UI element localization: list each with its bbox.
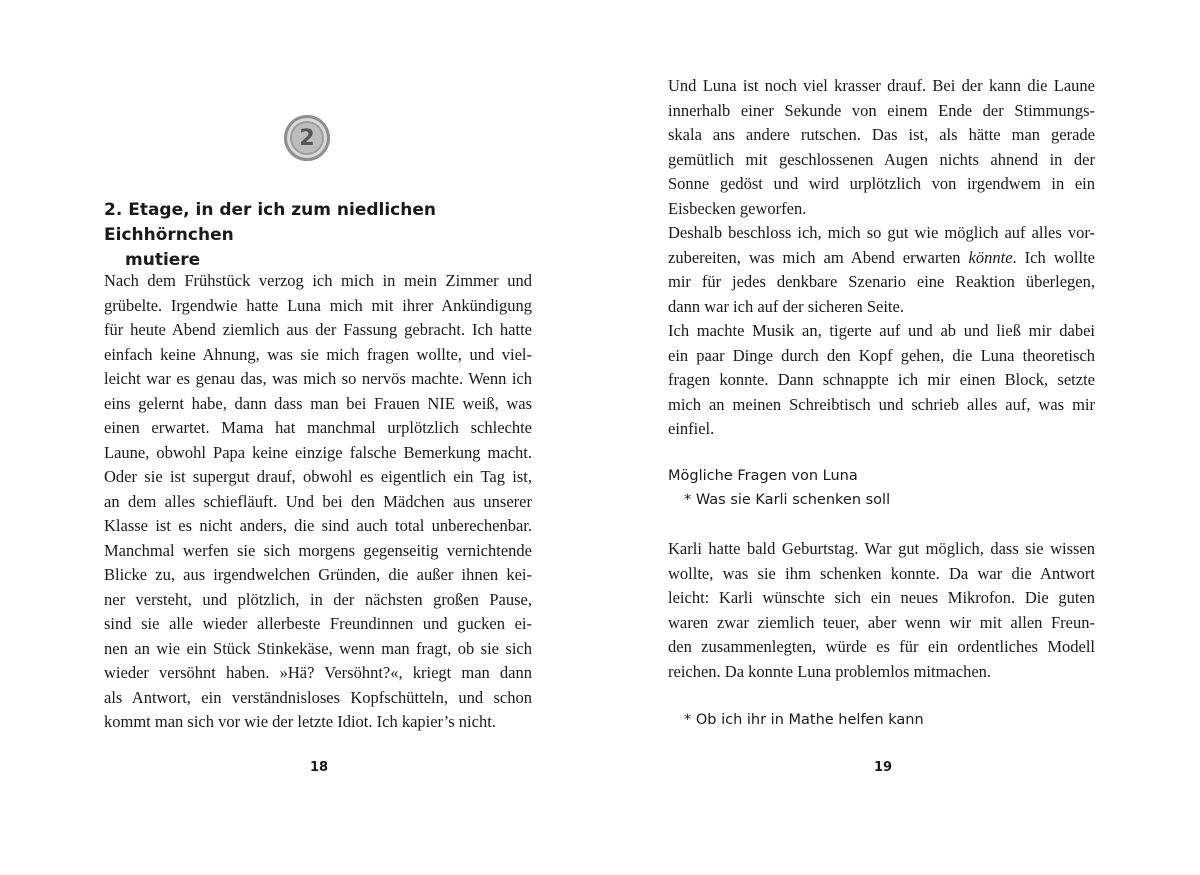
- text-line: Und Luna ist noch viel krasser drauf. Bei der kann die Laune: [668, 76, 1095, 95]
- text-line: Ich machte Musik an, tigerte auf und ab und ließ mir dabei: [668, 321, 1095, 340]
- text-line: Laune, obwohl Papa keine einzige falsche Bemerkung macht.: [104, 442, 532, 462]
- text-line: nen an wie ein Stück Stinkekäse, wenn man fragt, ob sie sich: [104, 638, 532, 658]
- text-line: Sonne gedöst und wird urplötzlich von irgendwem in ein: [668, 174, 1095, 193]
- text-line: mich an meinen Schreibtisch und schrieb alles auf, was mir: [668, 394, 1095, 414]
- text-line: innerhalb einer Sekunde von einem Ende der Stimmungs-: [668, 100, 1095, 120]
- text-line: einfach keine Ahnung, was sie mich fragen wollte, und viel-: [104, 344, 532, 364]
- chapter-title-line-2: mutiere: [125, 250, 201, 270]
- text-line: wollte, was sie ihm schenken konnte. Da war die Antwort: [668, 563, 1095, 583]
- text-line: Oder sie ist supergut drauf, obwohl es eigentlich ein Tag ist,: [104, 467, 532, 486]
- text-line: Blicke zu, aus irgendwelchen Gründen, die außer ihnen kei-: [104, 565, 532, 584]
- page-number: 19: [874, 760, 893, 775]
- text-line: Klasse ist es nicht anders, die sind auch total unberechenbar.: [104, 516, 532, 535]
- text-line: kommt man sich vor wie der letzte Idiot. Ich kapier’s nicht.: [104, 712, 496, 731]
- text-line: fragen konnte. Dann schnappte ich mir einen Block, setzte: [668, 370, 1095, 389]
- text-line: Manchmal werfen sie sich morgens gegenseitig vernichtende: [104, 540, 532, 560]
- italic-word: könnte: [968, 247, 1013, 267]
- text-line: mir für jedes denkbare Szenario eine Reaktion überlegen,: [668, 272, 1095, 291]
- text-line: Nach dem Frühstück verzog ich mich in mein Zimmer und: [104, 271, 532, 290]
- text-line: leicht war es genau das, was mich so nervös machte. Wenn ich: [104, 369, 532, 388]
- text-line: ein paar Dinge durch den Kopf gehen, die Luna theoretisch: [668, 345, 1095, 365]
- text-line: sind sie alle wieder allerbeste Freundinnen und gucken ei-: [104, 614, 532, 633]
- text-line: wieder versöhnt haben. »Hä? Versöhnt?«, kriegt man dann: [104, 663, 532, 682]
- text-line: den zusammenlegten, würde es für ein ordentliches Modell: [668, 637, 1095, 656]
- text-line: Karli hatte bald Geburtstag. War gut möglich, dass sie wissen: [668, 539, 1095, 558]
- right-body-text-2: [668, 537, 1095, 684]
- text-segment: zubereiten, was mich am Abend erwarten: [668, 247, 969, 267]
- text-line: skala ans andere rutschen. Das ist, als hätte man gerade: [668, 125, 1095, 144]
- text-line: eins gelernt habe, dann dass man bei Frauen NIE weiß, was: [104, 393, 532, 413]
- chapter-number: 2: [299, 125, 315, 151]
- list-heading: Mögliche Fragen von Luna: [668, 468, 858, 484]
- chapter-title: [104, 198, 524, 273]
- list-item: * Was sie Karli schenken soll: [684, 492, 891, 508]
- text-line: ner versteht, und plötzlich, in der nächsten großen Pause,: [104, 589, 532, 609]
- text-line-with-italic: [668, 246, 1095, 271]
- text-segment: . Ich wollte: [1012, 247, 1096, 267]
- page-number: 18: [310, 760, 329, 775]
- text-line: waren zwar ziemlich teuer, aber wenn wir mit allen Freun-: [668, 612, 1095, 632]
- list-item: * Ob ich ihr in Mathe helfen kann: [684, 712, 924, 728]
- left-body-text: [104, 269, 532, 735]
- text-line: grübelte. Irgendwie hatte Luna mich mit ihrer Ankündigung: [104, 295, 532, 315]
- text-line: reichen. Da konnte Luna problemlos mitmachen.: [668, 661, 992, 681]
- text-line: dann war ich auf der sicheren Seite.: [668, 296, 904, 316]
- text-line: einen erwartet. Mama hat manchmal urplötzlich schlechte: [104, 418, 532, 437]
- right-body-text-1: [668, 74, 1095, 442]
- text-line: Eisbecken geworfen.: [668, 198, 807, 218]
- right-page: [600, 0, 1200, 875]
- text-line: an dem alles schiefläuft. Und bei den Mädchen aus unserer: [104, 491, 532, 511]
- text-line: als Antwort, ein verständnisloses Kopfschütteln, und schon: [104, 687, 532, 707]
- text-line: Deshalb beschloss ich, mich so gut wie möglich auf alles vor-: [668, 223, 1095, 242]
- text-line: für heute Abend ziemlich aus der Fassung gebracht. Ich hatte: [104, 320, 532, 339]
- chapter-title-line-1: 2. Etage, in der ich zum niedlichen Eichhörnchen: [104, 200, 436, 245]
- text-line: gemütlich mit geschlossenen Augen nichts ahnend in der: [668, 149, 1095, 169]
- text-line: leicht: Karli wünschte sich ein neues Mikrofon. Die guten: [668, 588, 1095, 607]
- text-line: einfiel.: [668, 419, 715, 438]
- chapter-number-badge: [284, 115, 330, 161]
